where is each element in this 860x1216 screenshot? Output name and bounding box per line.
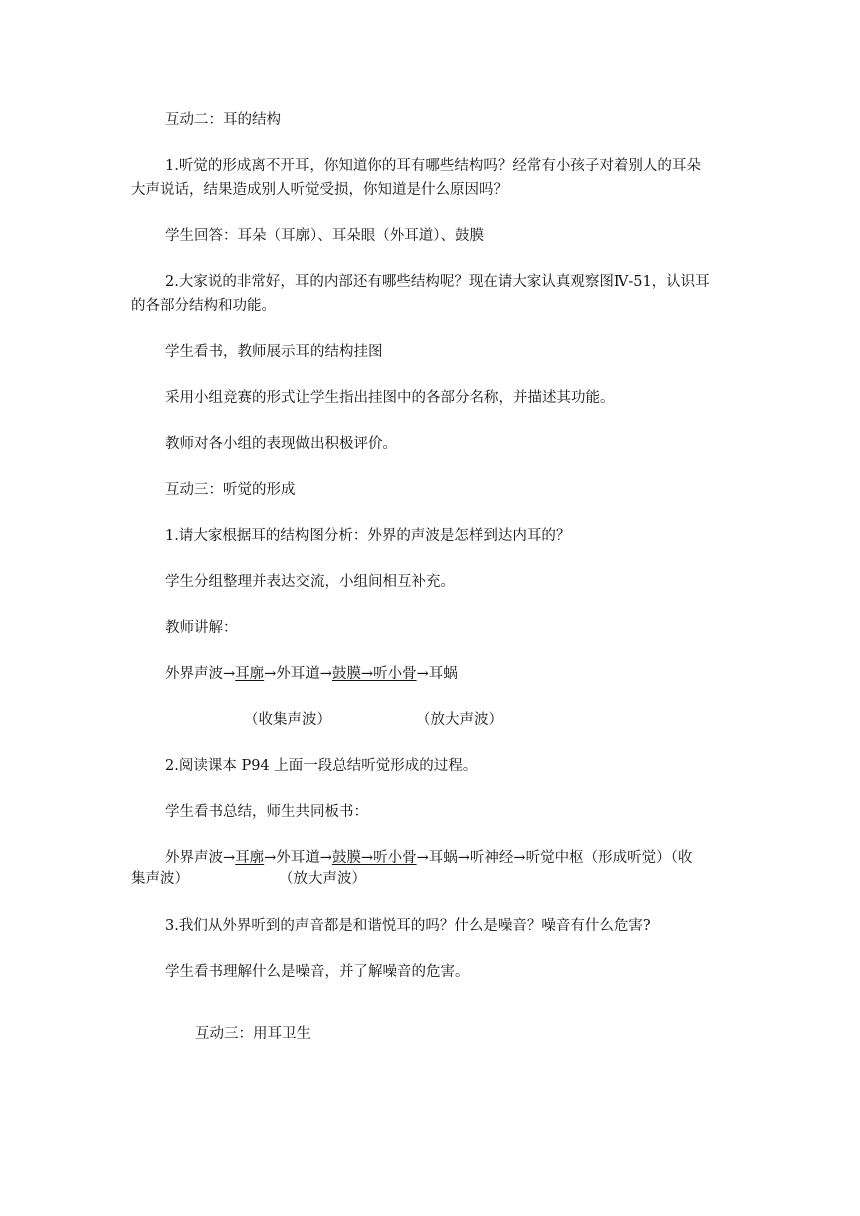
paragraph-question-sound-wave: 1.请大家根据耳的结构图分析：外界的声波是怎样到达内耳的？ bbox=[165, 528, 571, 544]
flow-2-note-amplify: （放大声波） bbox=[279, 871, 366, 887]
sound-path-flow-1 bbox=[165, 664, 458, 684]
flow-text: →外耳道→ bbox=[264, 850, 332, 866]
paragraph-student-reading: 学生看书，教师展示耳的结构挂图 bbox=[165, 344, 383, 360]
paragraph-teacher-evaluation: 教师对各小组的表现做出积极评价。 bbox=[165, 436, 397, 452]
section-heading-ear-hygiene: 互动三：用耳卫生 bbox=[195, 1026, 311, 1042]
paragraph-question-1-line-2: 大声说话，结果造成别人听觉受损，你知道是什么原因吗？ bbox=[131, 182, 508, 198]
flow-text: 外界声波→ bbox=[165, 666, 236, 682]
flow-1-note-amplify: （放大声波） bbox=[416, 712, 503, 728]
flow-text-underlined: 耳廓 bbox=[235, 850, 265, 866]
paragraph-question-2-line-1: 2.大家说的非常好，耳的内部还有哪些结构呢？现在请大家认真观察图Ⅳ-51，认识耳 bbox=[165, 274, 710, 290]
paragraph-group-discussion: 学生分组整理并表达交流，小组间相互补充。 bbox=[165, 574, 455, 590]
flow-2-note-collect: 集声波） bbox=[131, 871, 189, 887]
flow-text: →耳蜗 bbox=[416, 666, 458, 682]
paragraph-noise-harm: 学生看书理解什么是噪音，并了解噪音的危害。 bbox=[165, 964, 470, 980]
flow-text-underlined: 鼓膜→听小骨 bbox=[331, 666, 417, 682]
paragraph-teacher-explains: 教师讲解： bbox=[165, 620, 238, 636]
section-heading-hearing-formation: 互动三：听觉的形成 bbox=[165, 482, 296, 498]
paragraph-read-textbook: 2.阅读课本 P94 上面一段总结听觉形成的过程。 bbox=[165, 758, 478, 774]
paragraph-board-writing: 学生看书总结，师生共同板书： bbox=[165, 804, 368, 820]
flow-text: →外耳道→ bbox=[264, 666, 332, 682]
paragraph-group-competition: 采用小组竞赛的形式让学生指出挂图中的各部分名称，并描述其功能。 bbox=[165, 390, 615, 406]
flow-text-underlined: 鼓膜→听小骨 bbox=[331, 850, 417, 866]
flow-1-note-collect: （收集声波） bbox=[244, 712, 331, 728]
paragraph-student-answer: 学生回答：耳朵（耳廓）、耳朵眼（外耳道）、鼓膜 bbox=[165, 228, 484, 244]
flow-text: 外界声波→ bbox=[165, 850, 236, 866]
flow-text: →耳蜗→听神经→听觉中枢（形成听觉）（收 bbox=[416, 850, 693, 866]
section-heading-ear-structure: 互动二：耳的结构 bbox=[165, 112, 281, 128]
sound-path-flow-2 bbox=[165, 848, 692, 868]
paragraph-question-2-line-2: 的各部分结构和功能。 bbox=[131, 298, 276, 314]
paragraph-question-noise: 3.我们从外界听到的声音都是和谐悦耳的吗？什么是噪音？噪音有什么危害? bbox=[165, 918, 651, 934]
flow-text-underlined: 耳廓 bbox=[235, 666, 265, 682]
paragraph-question-1-line-1: 1.听觉的形成离不开耳，你知道你的耳有哪些结构吗？经常有小孩子对着别人的耳朵 bbox=[165, 158, 701, 174]
